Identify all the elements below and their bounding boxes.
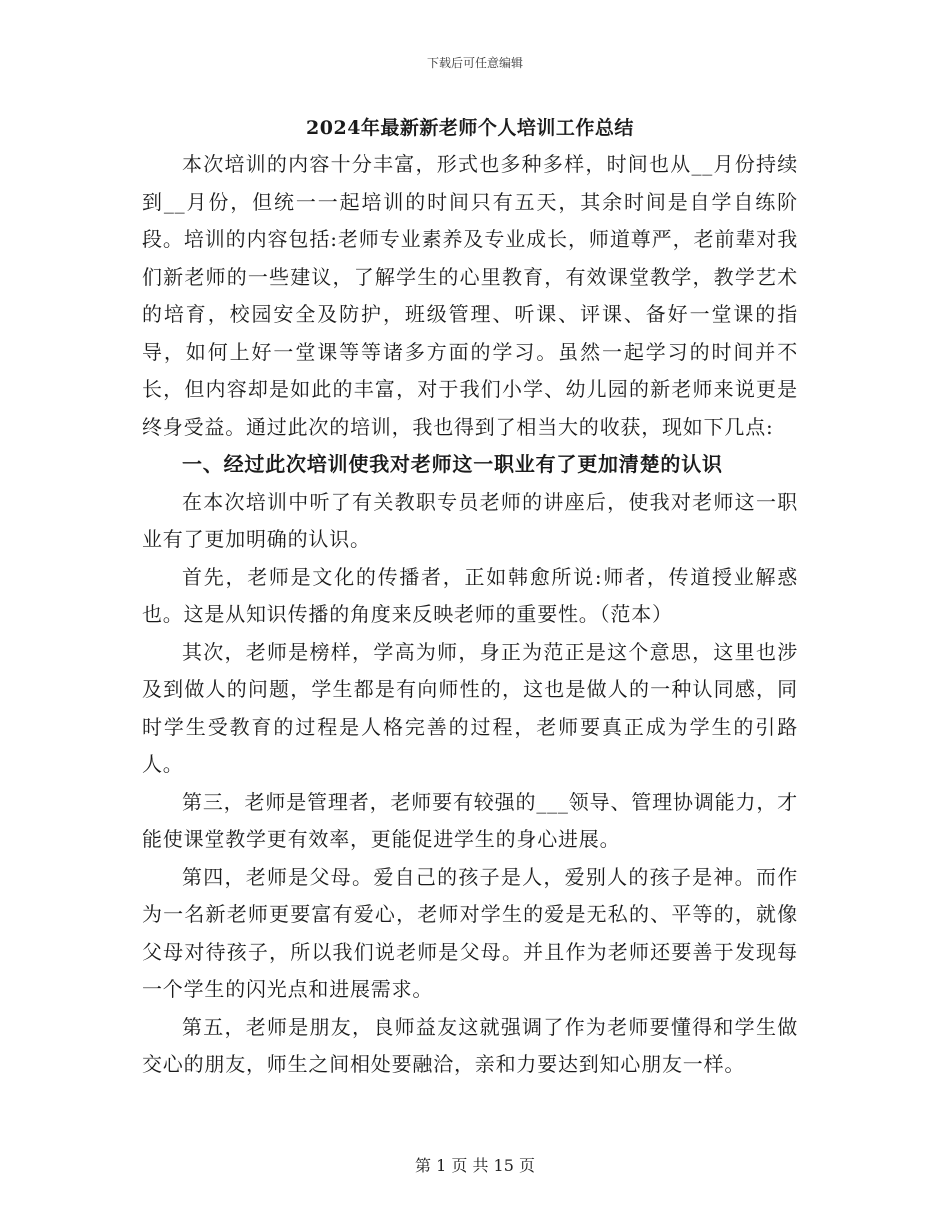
document-title: 2024年最新新老师个人培训工作总结 (306, 117, 634, 139)
page-number: 第 1 页 共 15 页 (415, 1156, 535, 1175)
body-paragraph: 第三，老师是管理者，老师要有较强的___领导、管理协调能力，才能使课堂教学更有效率，更能促进学生的身心进展。 (142, 789, 798, 851)
document-body (142, 112, 798, 1084)
body-paragraph: 第四，老师是父母。爱自己的孩子是人，爱别人的孩子是神。而作为一名新老师更要富有爱心，老师对学生的爱是无私的、平等的，就像父母对待孩子，所以我们说老师是父母。并且作为老师还要善于发现每一个学生的闪光点和进展需求。 (142, 864, 798, 1001)
body-paragraph: 首先，老师是文化的传播者，正如韩愈所说:师者，传道授业解惑也。这是从知识传播的角度来反映老师的重要性。（范本） (142, 564, 798, 626)
download-note: 下载后可任意编辑 (426, 56, 523, 70)
intro-paragraph: 本次培训的内容十分丰富，形式也多种多样，时间也从__月份持续到__月份，但统一一起培训的时间只有五天，其余时间是自学自练阶段。培训的内容包括:老师专业素养及专业成长，师道尊严，老前辈对我们新老师的一些建议，了解学生的心里教育，有效课堂教学，教学艺术的培育，校园安全及防护，班级管理、听课、评课、备好一堂课的指导，如何上好一堂课等等诸多方面的学习。虽然一起学习的时间并不长，但内容却是如此的丰富，对于我们小学、幼儿园的新老师来说更是终身受益。通过此次的培训，我也得到了相当大的收获，现如下几点: (142, 152, 798, 439)
section-heading: 一、经过此次培训使我对老师这一职业有了更加清楚的认识 (182, 452, 723, 476)
body-paragraph: 第五，老师是朋友，良师益友这就强调了作为老师要懂得和学生做交心的朋友，师生之间相处要融洽，亲和力要达到知心朋友一样。 (142, 1014, 798, 1076)
body-paragraph: 在本次培训中听了有关教职专员老师的讲座后，使我对老师这一职业有了更加明确的认识。 (142, 489, 798, 551)
body-paragraph: 其次，老师是榜样，学高为师，身正为范正是这个意思，这里也涉及到做人的问题，学生都是有向师性的，这也是做人的一种认同感，同时学生受教育的过程是人格完善的过程，老师要真正成为学生的引路人。 (142, 639, 798, 776)
